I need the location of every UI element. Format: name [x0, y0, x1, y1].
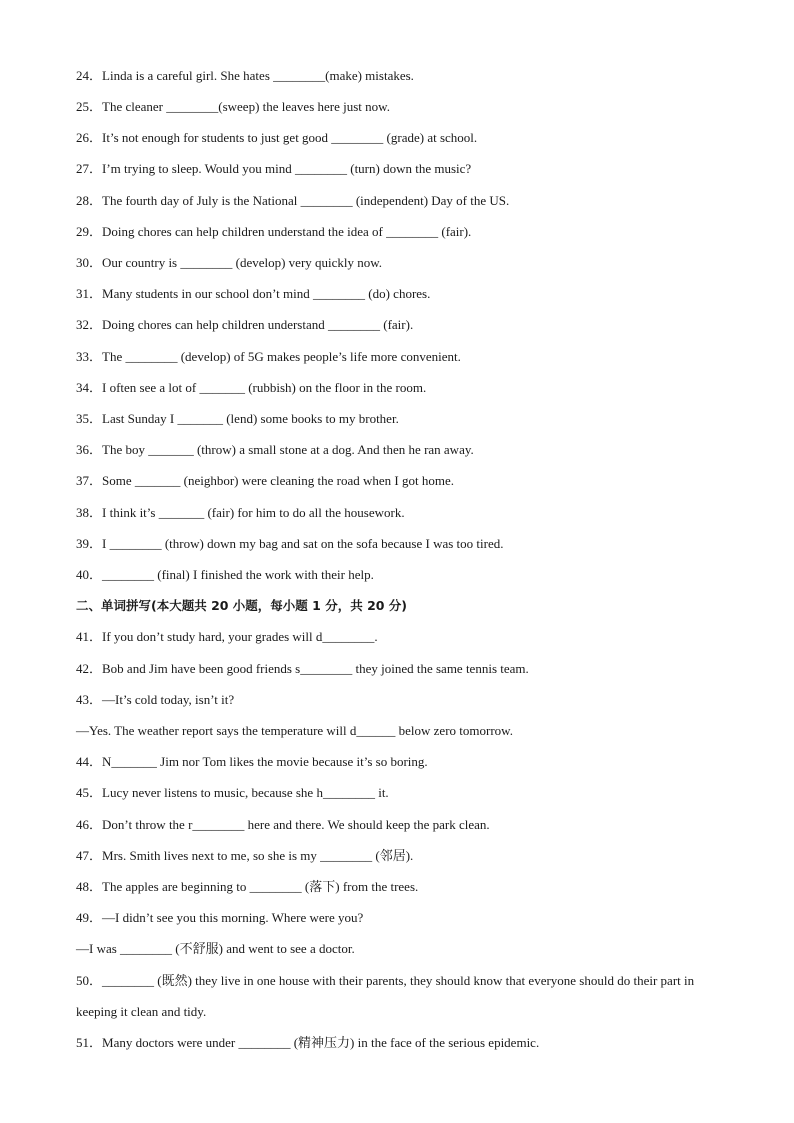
question-51: 51．Many doctors were under ________ (精神压力) in the face of the serious epidemic. [76, 1035, 540, 1050]
question-28: 28．The fourth day of July is the National ________ (independent) Day of the US. [76, 193, 510, 208]
question-32: 32．Doing chores can help children understand ________ (fair). [76, 317, 414, 332]
question-46: 46．Don’t throw the r________ here and there. We should keep the park clean. [76, 817, 490, 832]
question-47: 47．Mrs. Smith lives next to me, so she is my ________ (邻居). [76, 848, 414, 863]
section-title: 二、单词拼写(本大题共 20 小题，每小题 1 分，共 20 分) [76, 598, 408, 613]
question-45: 45．Lucy never listens to music, because she h________ it. [76, 785, 389, 800]
question-38: 38．I think it’s _______ (fair) for him to do all the housework. [76, 505, 405, 520]
question-44: 44．N_______ Jim nor Tom likes the movie because it’s so boring. [76, 754, 428, 769]
question-50: 50．________ (既然) they live in one house with their parents, they should know that everyone should do their part in keeping it clean and tidy. [76, 973, 695, 1019]
question-42: 42．Bob and Jim have been good friends s________ they joined the same tennis team. [76, 661, 529, 676]
question-24: 24．Linda is a careful girl. She hates ________(make) mistakes. [76, 68, 414, 83]
question-30: 30．Our country is ________ (develop) very quickly now. [76, 255, 383, 270]
question-29: 29．Doing chores can help children understand the idea of ________ (fair). [76, 224, 472, 239]
question-43: 43．—It’s cold today, isn’t it? [76, 692, 235, 707]
question-48: 48．The apples are beginning to ________ (落下) from the trees. [76, 879, 419, 894]
question-27: 27．I’m trying to sleep. Would you mind ________ (turn) down the music? [76, 161, 472, 176]
question-35: 35．Last Sunday I _______ (lend) some books to my brother. [76, 411, 399, 426]
question-33: 33．The ________ (develop) of 5G makes people’s life more convenient. [76, 349, 461, 364]
question-36: 36．The boy _______ (throw) a small stone at a dog. And then he ran away. [76, 442, 474, 457]
question-49-answer: —I was ________ (不舒服) and went to see a doctor. [76, 941, 355, 956]
question-26: 26．It’s not enough for students to just get good ________ (grade) at school. [76, 130, 478, 145]
question-37: 37．Some _______ (neighbor) were cleaning the road when I got home. [76, 473, 454, 488]
question-41: 41．If you don’t study hard, your grades will d________. [76, 629, 378, 644]
question-25: 25．The cleaner ________(sweep) the leaves here just now. [76, 99, 390, 114]
question-49: 49．—I didn’t see you this morning. Where were you? [76, 910, 364, 925]
question-43-answer: —Yes. The weather report says the temperature will d______ below zero tomorrow. [76, 723, 513, 738]
question-40: 40．________ (final) I finished the work with their help. [76, 567, 374, 582]
question-34: 34．I often see a lot of _______ (rubbish) on the floor in the room. [76, 380, 427, 395]
question-39: 39．I ________ (throw) down my bag and sat on the sofa because I was too tired. [76, 536, 504, 551]
question-31: 31．Many students in our school don’t mind ________ (do) chores. [76, 286, 431, 301]
